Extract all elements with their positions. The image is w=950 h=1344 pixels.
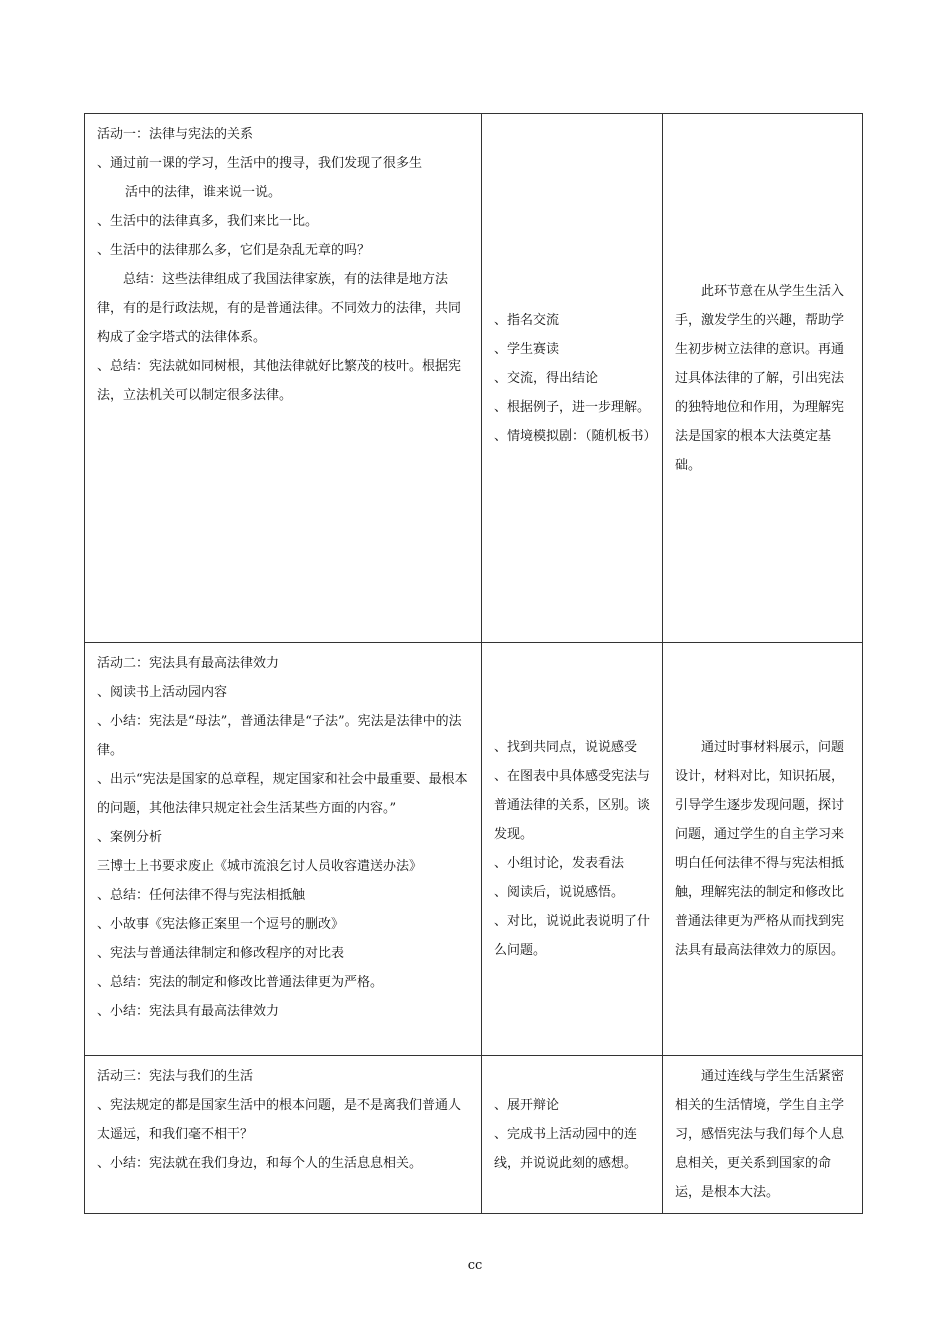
intent-text: 此环节意在从学生生活入手，激发学生的兴趣，帮助学生初步树立法律的意识。再通过具体法律的了解，引出宪法的独特地位和作用，为理解宪法是国家的根本大法奠定基础。 bbox=[675, 283, 845, 473]
activity-cell bbox=[85, 114, 482, 643]
activity-cell bbox=[85, 1056, 482, 1214]
activity-line: 、宪法规定的都是国家生活中的根本问题，是不是离我们普通人太遥远，和我们毫不相干？ bbox=[97, 1098, 462, 1142]
intent-cell bbox=[663, 643, 863, 1056]
student-item: 、对比，说说此表说明了什么问题。 bbox=[494, 914, 651, 958]
activity-summary: 总结：这些法律组成了我国法律家族，有的法律是地方法律，有的是行政法规，有的是普通法律。不同效力的法律，共同构成了金字塔式的法律体系。 bbox=[97, 272, 462, 345]
student-item: 、阅读后，说说感悟。 bbox=[494, 885, 625, 900]
activity-line: 、小结：宪法就在我们身边，和每个人的生活息息相关。 bbox=[97, 1156, 423, 1171]
activity-line: 、总结：宪法的制定和修改比普通法律更为严格。 bbox=[97, 975, 384, 990]
student-cell bbox=[482, 1056, 663, 1214]
student-cell bbox=[482, 643, 663, 1056]
intent-text: 通过时事材料展示，问题设计，材料对比，知识拓展，引导学生逐步发现问题，探讨问题，通过学生的自主学习来明白任何法律不得与宪法相抵触，理解宪法的制定和修改比普通法律更为严格从而找到宪法具有最高法律效力的原因。 bbox=[675, 740, 845, 958]
student-item: 、交流，得出结论 bbox=[494, 370, 599, 386]
activity-line: 、宪法与普通法律制定和修改程序的对比表 bbox=[97, 946, 345, 961]
student-item: 、指名交流 bbox=[494, 312, 560, 328]
activity-line: 、生活中的法律那么多，它们是杂乱无章的吗？ bbox=[97, 243, 371, 258]
student-item: 、完成书上活动园中的连线，并说说此刻的感想。 bbox=[494, 1127, 638, 1171]
activity-title: 活动三：宪法与我们的生活 bbox=[97, 1069, 254, 1084]
activity-line: 、总结：宪法就如同树根，其他法律就好比繁茂的枝叶。根据宪法，立法机关可以制定很多法律。 bbox=[97, 359, 462, 403]
activity-cell bbox=[85, 643, 482, 1056]
student-item: 、学生赛读 bbox=[494, 341, 560, 357]
table-row bbox=[85, 643, 863, 1056]
activity-line: 、总结：任何法律不得与宪法相抵触 bbox=[97, 888, 306, 903]
activity-line: 、小结：宪法具有最高法律效力 bbox=[97, 1004, 280, 1019]
activity-title: 活动二：宪法具有最高法律效力 bbox=[97, 656, 280, 671]
activity-title: 活动一：法律与宪法的关系 bbox=[97, 127, 254, 142]
student-item: 、展开辩论 bbox=[494, 1098, 560, 1113]
student-item: 、情境模拟剧：（随机板书） bbox=[494, 428, 657, 444]
activity-line: 、出示“宪法是国家的总章程，规定国家和社会中最重要、最根本的问题，其他法律只规定社会生活某些方面的内容。” bbox=[97, 772, 468, 816]
activity-line: 三博士上书要求废止《城市流浪乞讨人员收容遣送办法》 bbox=[97, 859, 423, 874]
intent-text: 通过连线与学生生活紧密相关的生活情境，学生自主学习，感悟宪法与我们每个人息息相关，更关系到国家的命运，是根本大法。 bbox=[675, 1069, 845, 1200]
student-item: 、根据例子，进一步理解。 bbox=[494, 399, 651, 415]
student-item: 、找到共同点，说说感受 bbox=[494, 740, 638, 755]
activity-line: 、阅读书上活动园内容 bbox=[97, 685, 228, 700]
table-row bbox=[85, 114, 863, 643]
activity-line: 、小结：宪法是“母法”，普通法律是“子法”。宪法是法律中的法律。 bbox=[97, 714, 462, 758]
activity-line: 活中的法律，谁来说一说。 bbox=[125, 185, 282, 200]
student-cell bbox=[482, 114, 663, 643]
page-footer: cc bbox=[467, 1258, 483, 1273]
table-row bbox=[85, 1056, 863, 1214]
activity-line: 、通过前一课的学习，生活中的搜寻，我们发现了很多生 bbox=[97, 156, 423, 171]
lesson-plan-table bbox=[84, 113, 863, 1214]
student-item: 、在图表中具体感受宪法与普通法律的关系，区别。谈发现。 bbox=[494, 769, 651, 842]
activity-line: 、案例分析 bbox=[97, 830, 163, 845]
intent-cell bbox=[663, 1056, 863, 1214]
activity-line: 、生活中的法律真多，我们来比一比。 bbox=[97, 214, 319, 229]
student-item: 、小组讨论，发表看法 bbox=[494, 856, 625, 871]
activity-line: 、小故事《宪法修正案里一个逗号的删改》 bbox=[97, 917, 345, 932]
intent-cell bbox=[663, 114, 863, 643]
